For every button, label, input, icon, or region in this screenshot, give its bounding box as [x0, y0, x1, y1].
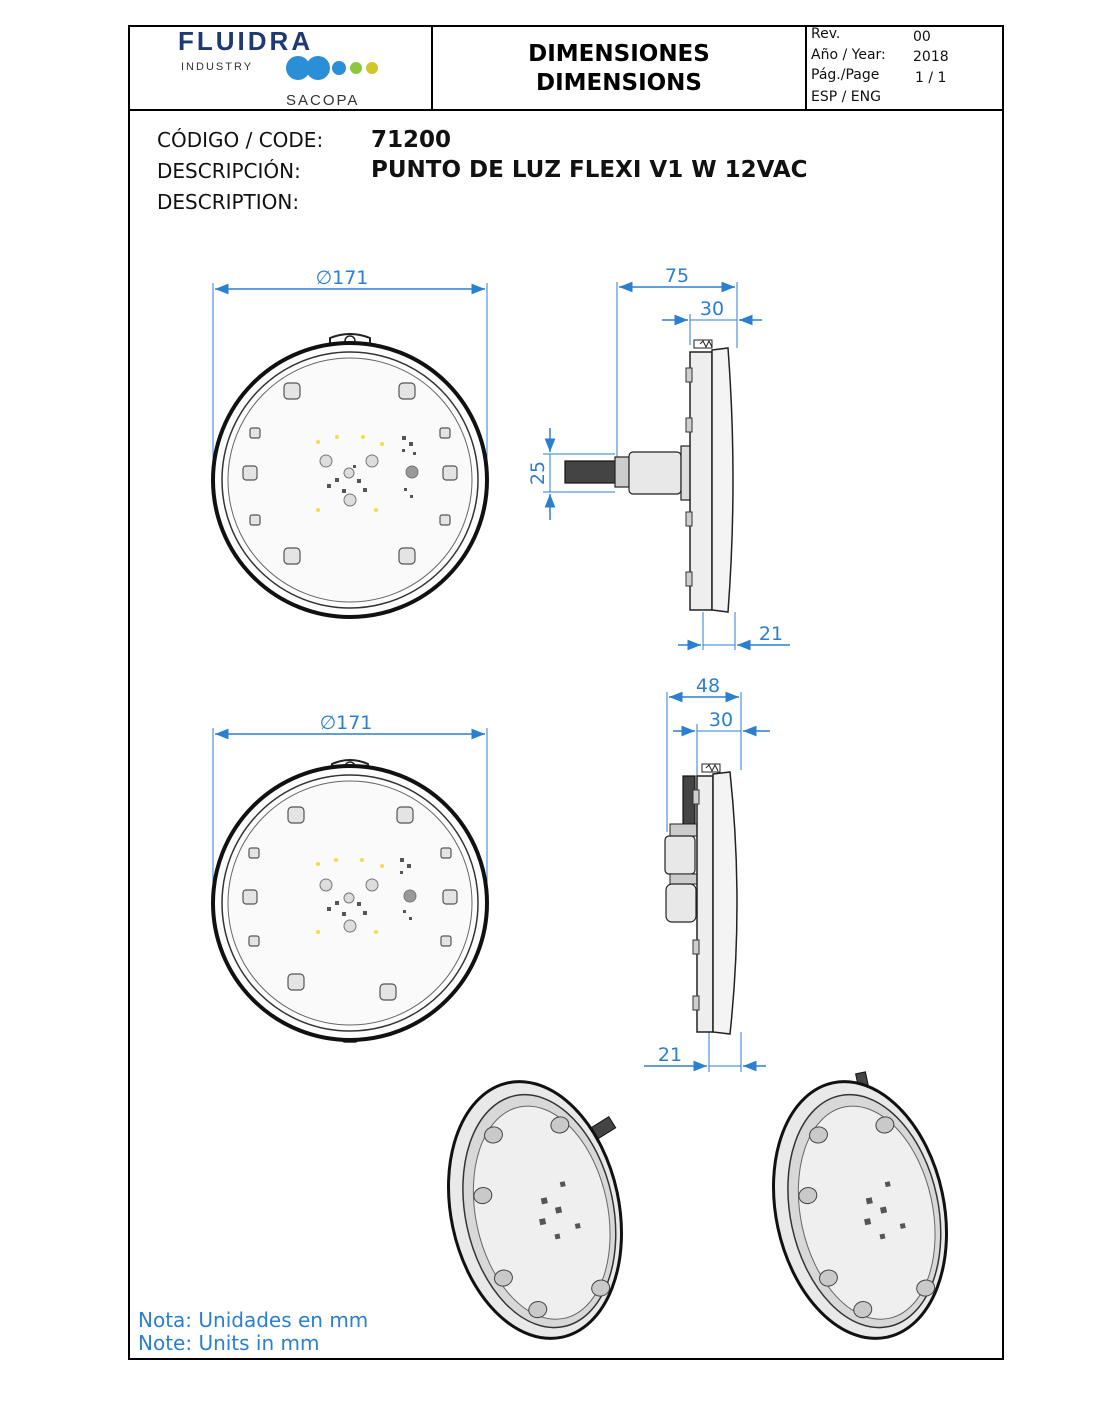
side-view-bottom	[644, 675, 770, 1072]
dim-diameter-bottom: ∅171	[319, 712, 373, 734]
dim-shaft-top: 25	[527, 460, 549, 486]
dim-diameter-top: ∅171	[315, 267, 369, 289]
dim-rim-top: 21	[758, 623, 784, 645]
dim-depth-bottom: 48	[695, 675, 721, 697]
year-value: 2018	[913, 49, 949, 65]
brand-logo-text: FLUIDRA	[178, 26, 314, 56]
front-view-bottom	[213, 712, 487, 1042]
page-label: Pág./Page	[811, 67, 880, 83]
title-es: DIMENSIONES	[528, 41, 710, 67]
dim-depth-top: 75	[664, 265, 690, 287]
brand-sub-text: INDUSTRY	[181, 61, 254, 73]
description-value: PUNTO DE LUZ FLEXI V1 W 12VAC	[371, 157, 808, 183]
language-label: ESP / ENG	[811, 89, 881, 105]
rev-value: 00	[913, 29, 931, 45]
code-label: CÓDIGO / CODE:	[157, 128, 324, 152]
description-label-en: DESCRIPTION:	[157, 190, 300, 214]
brand-line-text: SACOPA	[286, 92, 360, 109]
dim-body-bottom: 30	[708, 709, 734, 731]
front-view-top	[213, 267, 487, 617]
note-es: Nota: Unidades en mm	[138, 1308, 369, 1332]
isometric-view-left	[426, 1063, 656, 1355]
code-value: 71200	[371, 127, 452, 153]
note-en: Note: Units in mm	[138, 1331, 320, 1355]
description-label-es: DESCRIPCIÓN:	[157, 159, 301, 183]
title-en: DIMENSIONS	[536, 70, 702, 96]
rev-label: Rev.	[811, 26, 841, 42]
year-label: Año / Year:	[811, 47, 886, 63]
side-view-top	[527, 265, 790, 650]
isometric-view-right	[750, 1061, 969, 1354]
page-value: 1 / 1	[915, 70, 947, 86]
dim-rim-bottom: 21	[657, 1044, 683, 1066]
dim-body-top: 30	[699, 298, 725, 320]
